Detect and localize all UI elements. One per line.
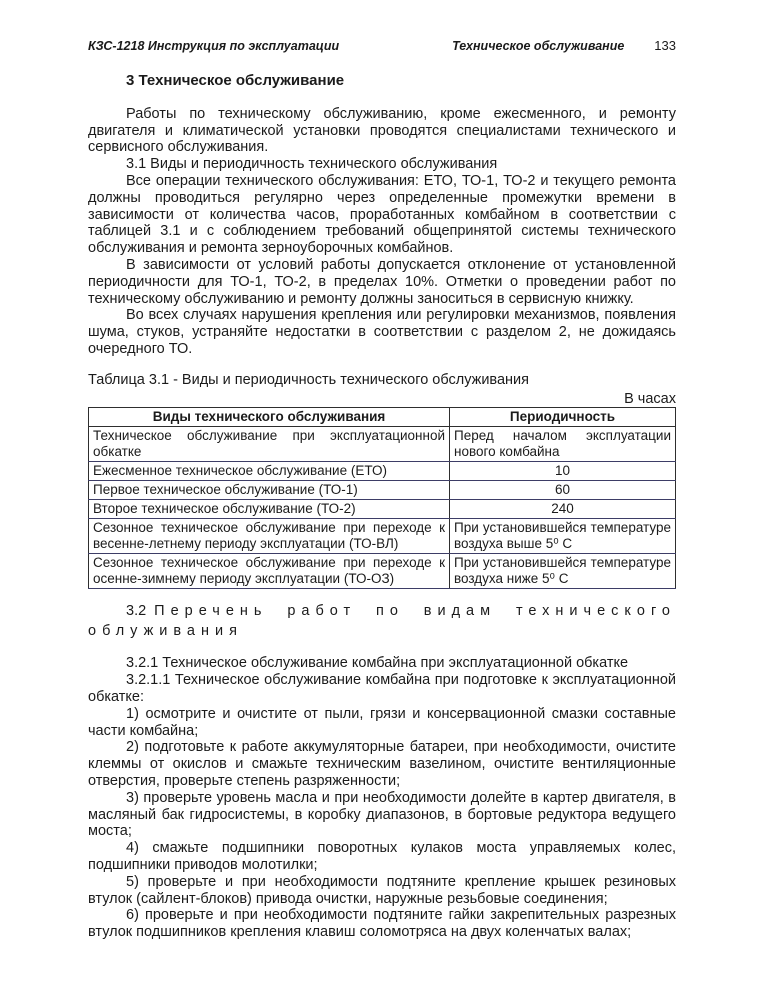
table-cell-periodicity: Перед началом эксплуатации нового комбайна [450, 427, 676, 462]
subsection-3-2-title: Перечень работ по видам технического облуживания [88, 603, 676, 640]
table-cell-type: Сезонное техническое обслуживание при переходе к осенне-зимнему периоду эксплуатации (ТО-ОЗ) [89, 554, 450, 589]
section-heading: 3 Техническое обслуживание [126, 71, 345, 89]
page-header [88, 38, 676, 55]
list-item-2: 2) подготовьте к работе аккумуляторные батареи, при необходимости, очистите клеммы от окислов и смажьте техническим вазелином, очистите вентиляционные отверстия, проверьте степень разряженности; [88, 739, 676, 789]
table-row [89, 481, 676, 500]
maintenance-periodicity-table [88, 407, 676, 589]
intro-paragraph-1: Работы по техническому обслуживанию, кроме ежесменного, и ремонту двигателя и климатической установки проводятся специалистами технического и сервисного обслуживания. [88, 105, 676, 156]
subsection-3-1-heading: 3.1 Виды и периодичность технического обслуживания [126, 156, 498, 173]
table-header-row [89, 408, 676, 427]
table-caption: Таблица 3.1 - Виды и периодичность технического обслуживания [88, 371, 529, 388]
list-item-4: 4) смажьте подшипники поворотных кулаков моста управляемых колес, подшипники приводов молотилки; [88, 840, 676, 873]
table-cell-periodicity: 240 [450, 500, 676, 519]
table-unit-note: В часах [624, 390, 676, 407]
table-row [89, 519, 676, 554]
intro-paragraph-4: Во всех случаях нарушения крепления или регулировки механизмов, появления шума, стуков, устраняйте недостатки в соответствии с разделом 2, не дожидаясь очередного ТО. [88, 307, 676, 357]
list-item-1: 1) осмотрите и очистите от пыли, грязи и консервационной смазки составные части комбайна; [88, 705, 676, 739]
table-row [89, 500, 676, 519]
header-right-group [452, 38, 676, 55]
subsection-3-2-1-1-heading: 3.2.1.1 Техническое обслуживание комбайна при подготовке к эксплуатационной обкатке: [88, 672, 676, 705]
table-cell-type: Первое техническое обслуживание (ТО-1) [89, 481, 450, 500]
list-item-5: 5) проверьте и при необходимости подтяните крепление крышек резиновых втулок (сайлент-блоков) привода очистки, наружные резьбовые соединения; [88, 873, 676, 907]
table-cell-periodicity: 10 [450, 462, 676, 481]
table-header-periodicity: Периодичность [450, 408, 676, 427]
header-doc-title: КЗС-1218 Инструкция по эксплуатации [88, 39, 340, 53]
subsection-3-2-number: 3.2 [126, 603, 147, 620]
table-row [89, 554, 676, 589]
table-cell-type: Техническое обслуживание при эксплуатационной обкатке [89, 427, 450, 462]
table-cell-type: Сезонное техническое обслуживание при переходе к весенне-летнему периоду эксплуатации (ТО-ВЛ) [89, 519, 450, 554]
list-item-6: 6) проверьте и при необходимости подтяните гайки закрепительных разрезных втулок подшипников крепления клавиш соломотряса на двух коленчатых валах; [88, 907, 676, 941]
table-row [89, 462, 676, 481]
table-cell-type: Ежесменное техническое обслуживание (ЕТО) [89, 462, 450, 481]
table-row [89, 427, 676, 462]
table-header-types: Виды технического обслуживания [89, 408, 450, 427]
header-section-title: Техническое обслуживание [452, 39, 625, 53]
subsection-3-2-heading [88, 601, 676, 641]
list-item-3: 3) проверьте уровень масла и при необходимости долейте в картер двигателя, в масляный бак гидросистемы, в коробку диапазонов, в бортовые редуктора ведущего моста; [88, 789, 676, 840]
table-cell-periodicity: При установившейся температуре воздуха ниже 5⁰ С [450, 554, 676, 589]
table-cell-type: Второе техническое обслуживание (ТО-2) [89, 500, 450, 519]
table-cell-periodicity: При установившейся температуре воздуха выше 5⁰ С [450, 519, 676, 554]
table-cell-periodicity: 60 [450, 481, 676, 500]
table-caption-block [88, 372, 676, 408]
page-number: 133 [654, 38, 676, 53]
intro-paragraph-2: Все операции технического обслуживания: ЕТО, ТО-1, ТО-2 и текущего ремонта должны проводиться регулярно через определенные промежутки времени в зависимости от количества часов, проработанных комбайном в соответствии с таблицей 3.1 и с соблюдением требований общепринятой системы технического обслуживания и ремонта зерноуборочных комбайнов. [88, 172, 676, 257]
intro-paragraph-3: В зависимости от условий работы допускается отклонение от установленной периодичности для ТО-1, ТО-2, в пределах 10%. Отметки о проведении работ по техническому обслуживанию и ремонту должны заноситься в сервисную книжку. [88, 256, 676, 307]
subsection-3-2-1-heading: 3.2.1 Техническое обслуживание комбайна при эксплуатационной обкатке [126, 655, 629, 672]
